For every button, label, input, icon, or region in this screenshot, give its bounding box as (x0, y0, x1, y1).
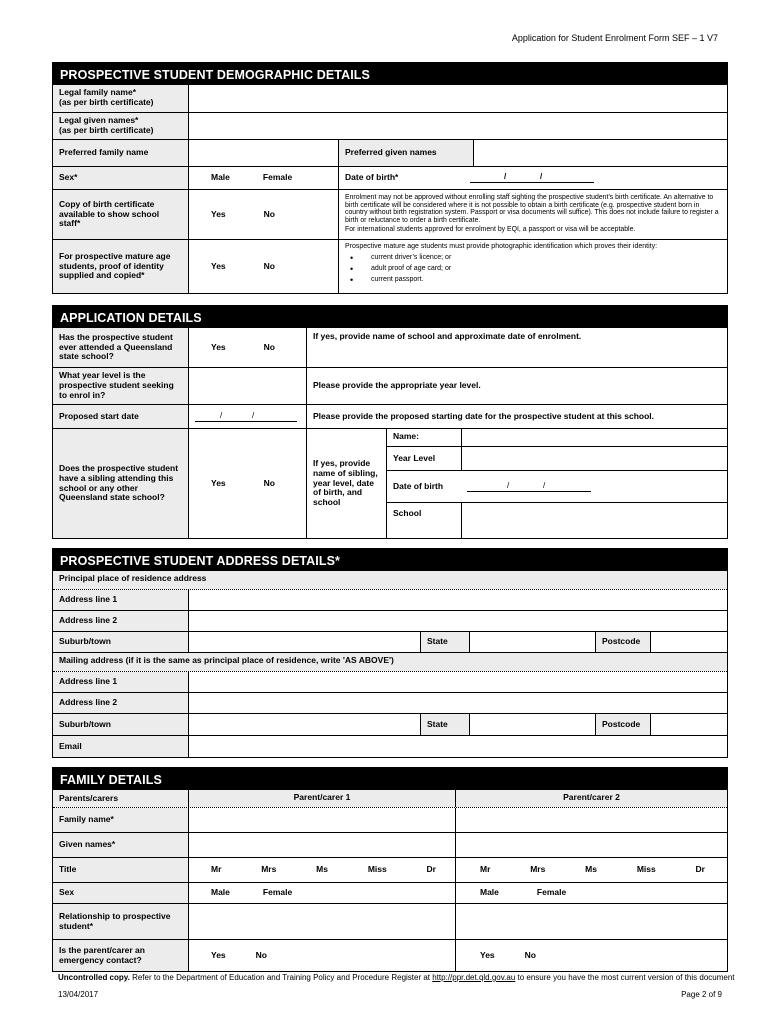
parent1-relationship-input[interactable] (188, 904, 455, 939)
principal-postcode-input[interactable] (650, 632, 727, 652)
mailing-state-input[interactable] (469, 714, 595, 735)
principal-line2-label: Address line 2 (53, 611, 188, 631)
sex-male-option[interactable]: Male (211, 172, 230, 183)
mailing-line1-input[interactable] (188, 672, 727, 692)
sibling-name-label: Name: (393, 431, 419, 441)
application-title: APPLICATION DETAILS (53, 306, 727, 328)
principal-line1-input[interactable] (188, 590, 727, 610)
sibling-dob-field[interactable]: / / (467, 482, 591, 492)
mature-id-item: • current passport. (345, 276, 721, 284)
sex-female-option[interactable]: Female (262, 172, 293, 183)
pref-family-label: Preferred family name (53, 140, 188, 166)
demographic-title: PROSPECTIVE STUDENT DEMOGRAPHIC DETAILS (53, 63, 727, 85)
family-name-label: Family name* (53, 808, 188, 832)
sibling-yes[interactable]: Yes (211, 477, 226, 488)
dob-label: Date of birth* (345, 172, 399, 183)
parent1-sex-male[interactable]: Male (211, 887, 230, 898)
sibling-school-label: School (393, 508, 422, 518)
attended-note[interactable]: If yes, provide name of school and approximate date of enrolment. (306, 328, 727, 367)
given-names-label: Given names* (53, 833, 188, 857)
parent2-title-mrs[interactable]: Mrs (530, 864, 546, 875)
birth-cert-no[interactable]: No (263, 208, 275, 219)
sibling-school-input[interactable] (461, 503, 727, 538)
start-date-label: Proposed start date (53, 405, 188, 428)
family-title: FAMILY DETAILS (53, 768, 727, 790)
parents-carers-label: Parents/carers (59, 792, 119, 803)
parent1-title-mrs[interactable]: Mrs (261, 864, 277, 875)
footer-refer-text-2: to ensure you have the most current version of this document (515, 973, 735, 982)
email-label: Email (53, 736, 188, 757)
family-section (52, 767, 728, 972)
attended-label: Has the prospective student ever attended a Queensland state school? (53, 328, 188, 367)
parent1-family-name-input[interactable] (188, 808, 455, 832)
parent1-title-mr[interactable]: Mr (211, 864, 222, 875)
title-label: Title (53, 858, 188, 882)
parent2-given-names-input[interactable] (455, 833, 727, 857)
parent2-relationship-input[interactable] (455, 904, 727, 939)
attended-yes[interactable]: Yes (211, 341, 226, 352)
parent-sex-label: Sex (53, 883, 188, 903)
relationship-label: Relationship to prospective student* (53, 904, 188, 939)
year-level-label: What year level is the prospective student seeking to enrol in? (53, 368, 188, 404)
sibling-name-input[interactable] (461, 429, 727, 446)
parent2-title-dr[interactable]: Dr (695, 864, 705, 875)
footer-refer-text: Refer to the Department of Education and Training Policy and Procedure Register at (129, 973, 433, 982)
principal-line2-input[interactable] (188, 611, 727, 631)
birth-cert-label: Copy of birth certificate available to show school staff* (53, 190, 188, 239)
parent1-emergency-no[interactable]: No (255, 949, 267, 960)
mature-age-label: For prospective mature age students, proof of identity supplied and copied* (53, 240, 188, 293)
principal-line1-label: Address line 1 (53, 590, 188, 610)
parent2-sex-male[interactable]: Male (480, 887, 499, 898)
start-date-note: Please provide the proposed starting date for the prospective student at this school. (306, 405, 727, 428)
address-title: PROSPECTIVE STUDENT ADDRESS DETAILS* (53, 549, 727, 571)
mailing-postcode-label: Postcode (595, 714, 650, 735)
footer-date: 13/04/2017 (58, 990, 99, 999)
year-level-note: Please provide the appropriate year level. (306, 368, 727, 404)
mailing-line2-label: Address line 2 (53, 693, 188, 713)
parent1-emergency-yes[interactable]: Yes (211, 949, 226, 960)
sex-label: Sex* (53, 167, 188, 189)
sibling-note: If yes, provide name of sibling, year level, date of birth, and school (306, 429, 386, 538)
birth-cert-yes[interactable]: Yes (211, 208, 226, 219)
parent1-given-names-input[interactable] (188, 833, 455, 857)
legal-given-input[interactable] (188, 113, 727, 139)
application-section (52, 305, 728, 539)
mature-yes[interactable]: Yes (211, 260, 226, 271)
mailing-address-heading: Mailing address (if it is the same as principal place of residence, write 'AS ABOVE') (59, 655, 394, 665)
principal-postcode-label: Postcode (595, 632, 650, 652)
email-input[interactable] (188, 736, 727, 757)
mature-id-item: • current driver’s licence; or (345, 254, 721, 262)
principal-suburb-input[interactable] (188, 632, 420, 652)
pref-given-input[interactable] (473, 140, 727, 166)
parent1-title-ms[interactable]: Ms (316, 864, 328, 875)
principal-suburb-label: Suburb/town (53, 632, 188, 652)
start-date-field[interactable]: / / (195, 412, 297, 422)
sibling-dob-label: Date of birth (393, 480, 444, 491)
parent1-title-miss[interactable]: Miss (367, 864, 387, 875)
mailing-state-label: State (420, 714, 469, 735)
parent2-emergency-no[interactable]: No (524, 949, 536, 960)
parent1-title-dr[interactable]: Dr (426, 864, 436, 875)
mailing-postcode-input[interactable] (650, 714, 727, 735)
mailing-suburb-input[interactable] (188, 714, 420, 735)
mature-no[interactable]: No (263, 260, 275, 271)
parent2-title-ms[interactable]: Ms (585, 864, 597, 875)
footer-notice (58, 973, 735, 982)
mature-note: Prospective mature age students must provide photographic identification which proves their identity: (345, 243, 658, 250)
legal-family-label: Legal family name* (as per birth certificate) (53, 85, 188, 112)
footer-uncontrolled: Uncontrolled copy. (58, 973, 130, 982)
pref-given-label: Preferred given names (338, 140, 473, 166)
mailing-suburb-label: Suburb/town (53, 714, 188, 735)
parent2-heading: Parent/carer 2 (455, 790, 727, 807)
parent2-title-miss[interactable]: Miss (636, 864, 656, 875)
parent2-title-mr[interactable]: Mr (480, 864, 491, 875)
parent2-sex-female[interactable]: Female (536, 887, 567, 898)
parent2-emergency-yes[interactable]: Yes (480, 949, 495, 960)
year-level-input[interactable] (188, 368, 306, 404)
legal-given-label: Legal given names* (as per birth certificate) (53, 113, 188, 139)
sibling-year-input[interactable] (461, 447, 727, 470)
dob-field[interactable]: / / (470, 173, 594, 183)
principal-state-label: State (420, 632, 469, 652)
mailing-line1-label: Address line 1 (53, 672, 188, 692)
sibling-no[interactable]: No (263, 477, 275, 488)
parent2-family-name-input[interactable] (455, 808, 727, 832)
emergency-contact-label: Is the parent/carer an emergency contact? (53, 940, 188, 971)
legal-family-input[interactable] (188, 85, 727, 112)
footer-ppr-link[interactable]: http://ppr.det.qld.gov.au (432, 973, 516, 982)
birth-cert-note-international: For international students approved for enrolment by EQI, a passport or visa will be acceptable. (345, 226, 636, 234)
birth-cert-note: Enrolment may not be approved without enrolling staff sighting the prospective student’s birth certificate. An alternative to birth certificate will be considered where it is not possible to obtain a birth certificate (e.g. prospective student born in country without birth registration system. Passport or visa documents will suffice). This does not include failure to register a birth or reluctance to order a birth certificate. (345, 194, 719, 224)
principal-state-input[interactable] (469, 632, 595, 652)
parent1-sex-female[interactable]: Female (262, 887, 293, 898)
address-section (52, 548, 728, 758)
pref-family-input[interactable] (188, 140, 338, 166)
principal-address-heading: Principal place of residence address (59, 573, 207, 583)
mailing-line2-input[interactable] (188, 693, 727, 713)
sibling-year-label: Year Level (393, 452, 436, 463)
attended-no[interactable]: No (263, 341, 275, 352)
document-header-title: Application for Student Enrolment Form SEF – 1 V7 (511, 33, 718, 43)
mature-id-item: • adult proof of age card; or (345, 265, 721, 273)
footer-page-number: Page 2 of 9 (681, 990, 722, 999)
sibling-label: Does the prospective student have a sibling attending this school or any other Queensland state school? (53, 429, 188, 538)
demographic-section (52, 62, 728, 294)
parent1-heading: Parent/carer 1 (188, 790, 455, 807)
